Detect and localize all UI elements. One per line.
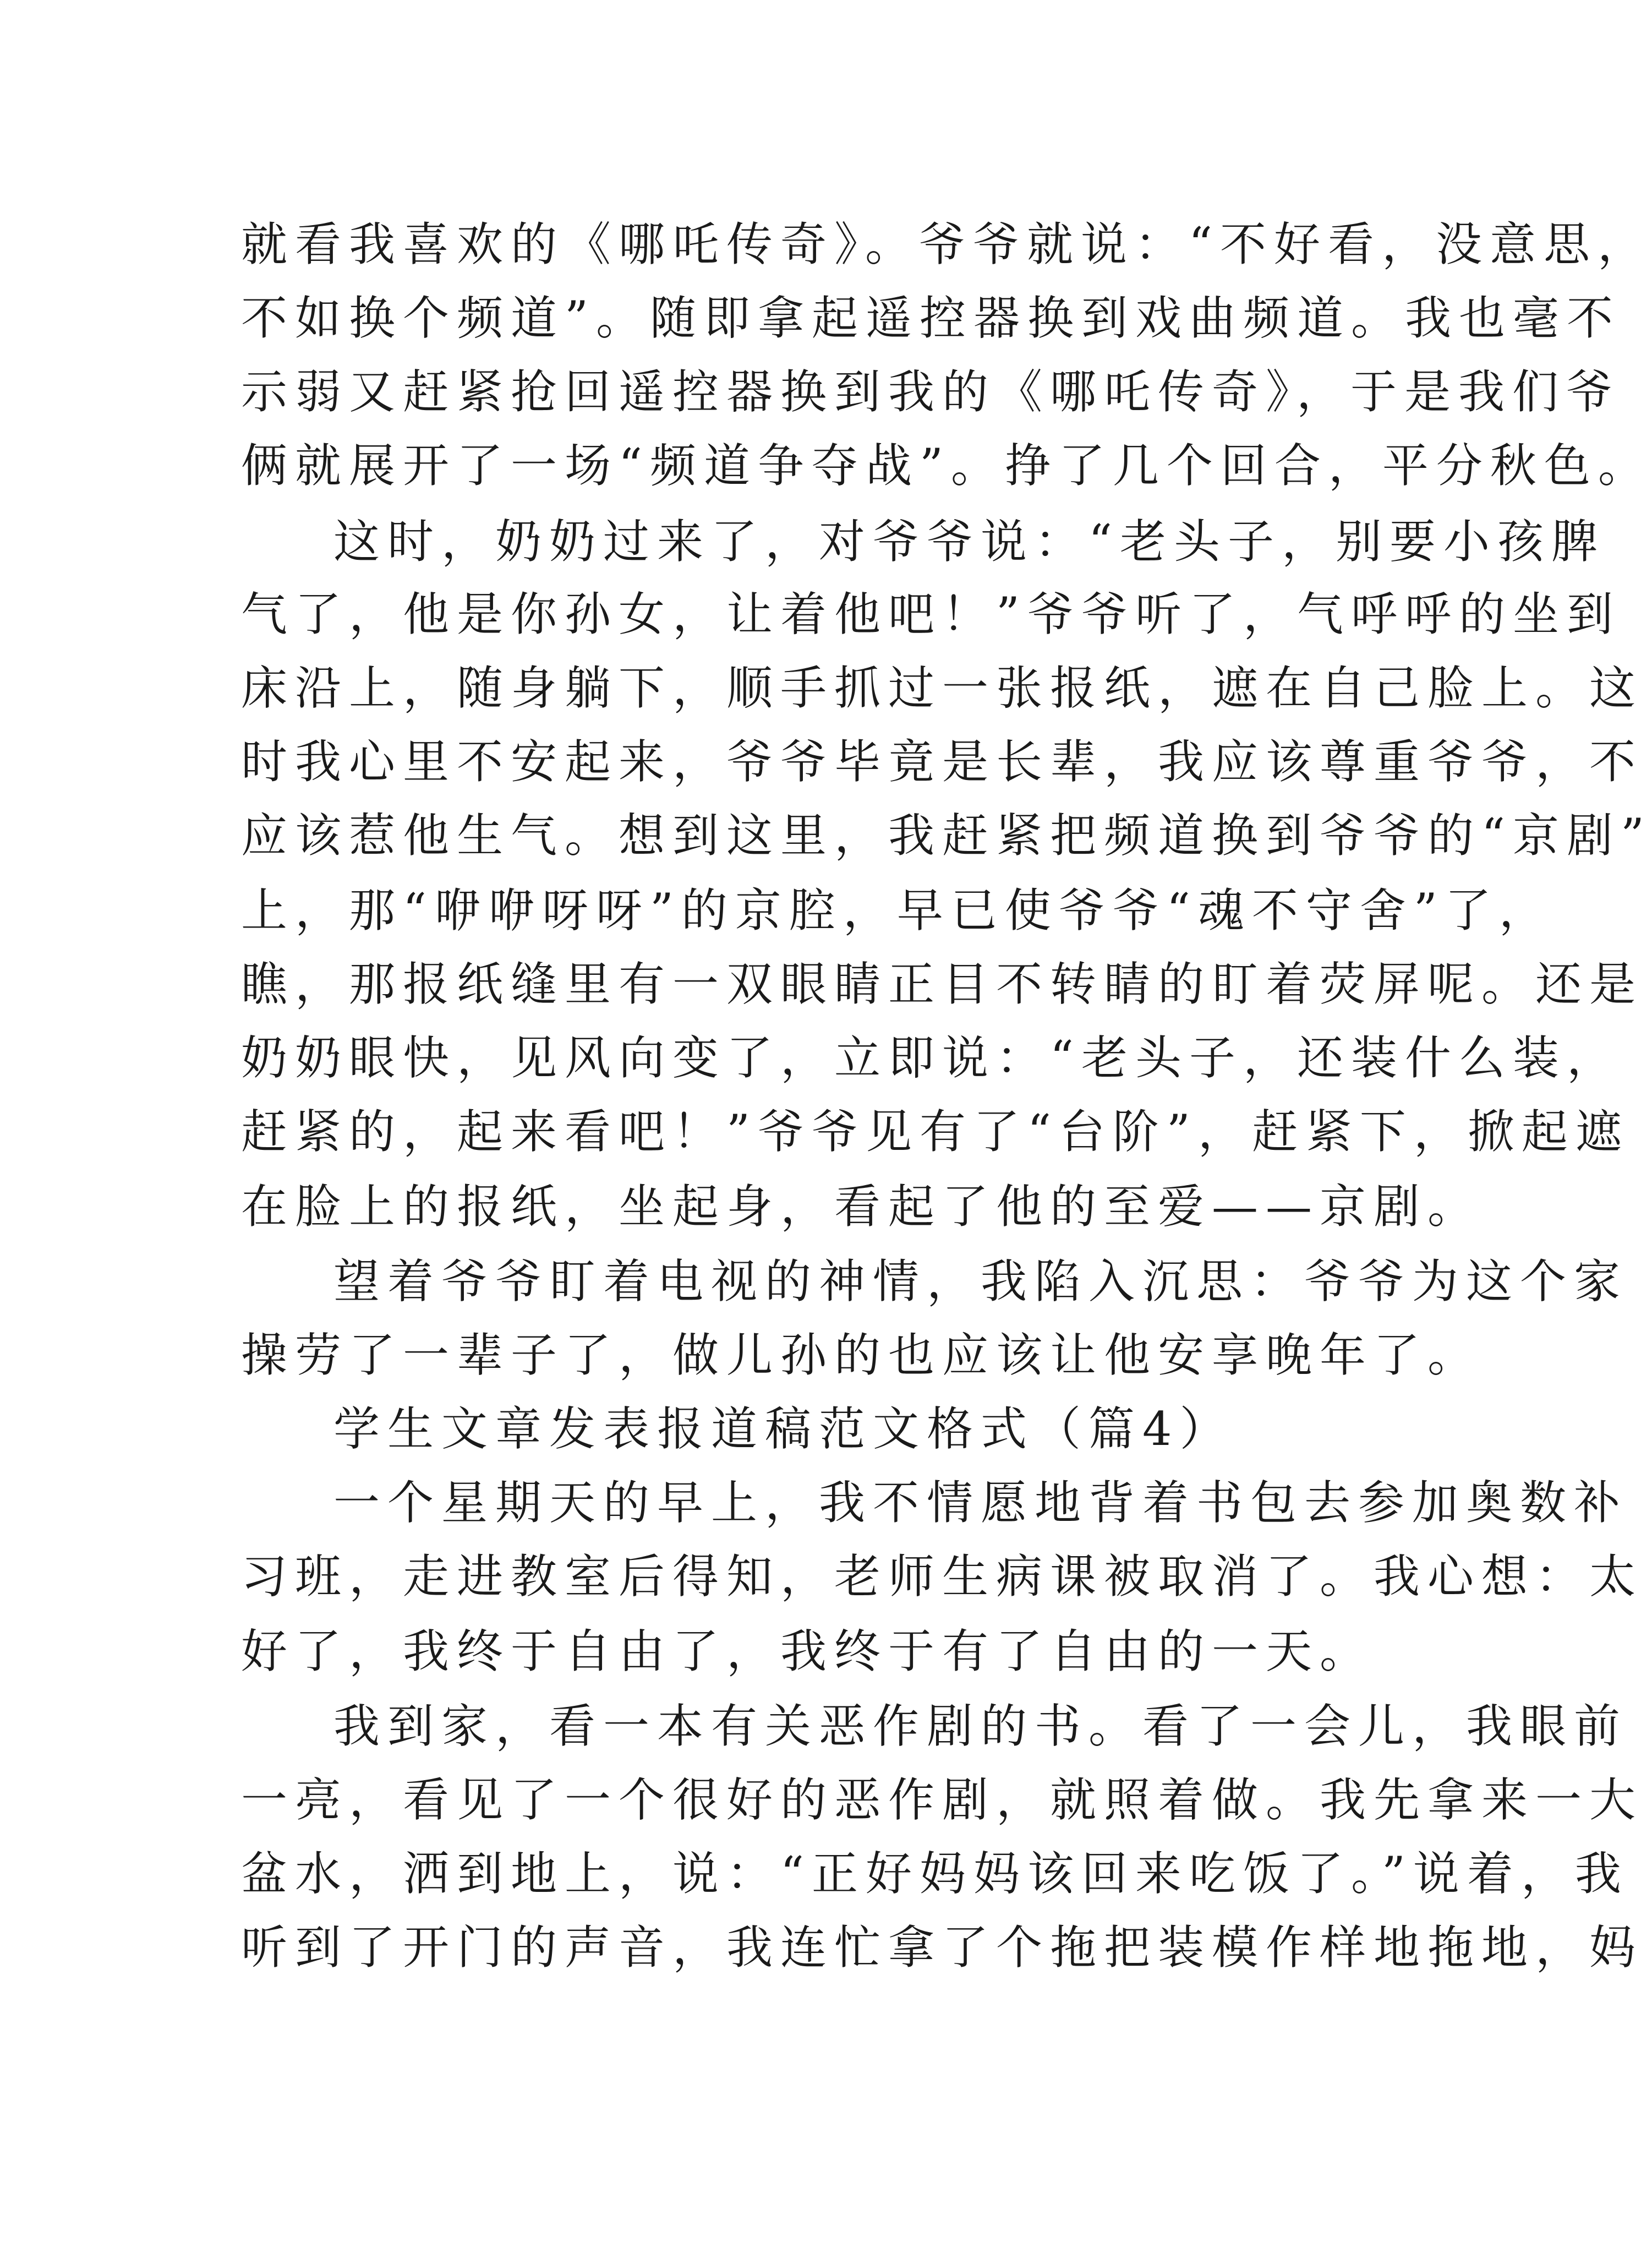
text-line: 习班，走进教室后得知，老师生病课被取消了。我心想：太 bbox=[241, 1550, 1644, 1603]
text-line: 赶紧的，起来看吧！”爷爷见有了“台阶”，赶紧下，掀起遮 bbox=[241, 1105, 1629, 1159]
text-line: 俩就展开了一场“频道争夺战”。挣了几个回合，平分秋色。 bbox=[241, 439, 1652, 493]
text-line: 在脸上的报纸，坐起身，看起了他的至爱——京剧。 bbox=[241, 1180, 1482, 1234]
text-line: 床沿上，随身躺下，顺手抓过一张报纸，遮在自己脸上。这 bbox=[241, 661, 1644, 715]
section-heading: 学生文章发表报道稿范文格式（篇4） bbox=[333, 1402, 1234, 1456]
text-line: 盆水，洒到地上，说：“正好妈妈该回来吃饭了。”说着，我 bbox=[241, 1847, 1629, 1901]
text-line: 时我心里不安起来，爷爷毕竟是长辈，我应该尊重爷爷，不 bbox=[241, 735, 1644, 789]
text-line: 不如换个频道”。随即拿起遥控器换到戏曲频道。我也毫不 bbox=[241, 291, 1621, 345]
text-line: 操劳了一辈子了，做儿孙的也应该让他安享晚年了。 bbox=[241, 1328, 1482, 1382]
text-line: 好了，我终于自由了，我终于有了自由的一天。 bbox=[241, 1624, 1374, 1678]
text-line: 就看我喜欢的《哪吒传奇》。爷爷就说：“不好看，没意思， bbox=[241, 217, 1651, 271]
text-line: 这时，奶奶过来了，对爷爷说：“老头子，别要小孩脾 bbox=[333, 515, 1605, 569]
text-line: 奶奶眼快，见风向变了，立即说：“老头子，还装什么装， bbox=[241, 1031, 1621, 1085]
text-line: 瞧，那报纸缝里有一双眼睛正目不转睛的盯着荧屏呢。还是 bbox=[241, 957, 1644, 1011]
text-line: 气了，他是你孙女，让着他吧！”爷爷听了，气呼呼的坐到 bbox=[241, 587, 1621, 641]
text-line: 望着爷爷盯着电视的神情，我陷入沉思：爷爷为这个家 bbox=[333, 1254, 1628, 1308]
text-line: 应该惹他生气。想到这里，我赶紧把频道换到爷爷的“京剧” bbox=[241, 809, 1652, 863]
text-line: 一亮，看见了一个很好的恶作剧，就照着做。我先拿来一大 bbox=[241, 1773, 1644, 1827]
text-line: 听到了开门的声音，我连忙拿了个拖把装模作样地拖地，妈 bbox=[241, 1921, 1644, 1974]
text-line: 上，那“咿咿呀呀”的京腔，早已使爷爷“魂不守舍”了， bbox=[241, 883, 1553, 937]
text-line: 一个星期天的早上，我不情愿地背着书包去参加奥数补 bbox=[333, 1476, 1628, 1530]
text-line: 示弱又赶紧抢回遥控器换到我的《哪吒传奇》，于是我们爷 bbox=[241, 365, 1621, 419]
text-line: 我到家，看一本有关恶作剧的书。看了一会儿，我眼前 bbox=[333, 1699, 1628, 1753]
